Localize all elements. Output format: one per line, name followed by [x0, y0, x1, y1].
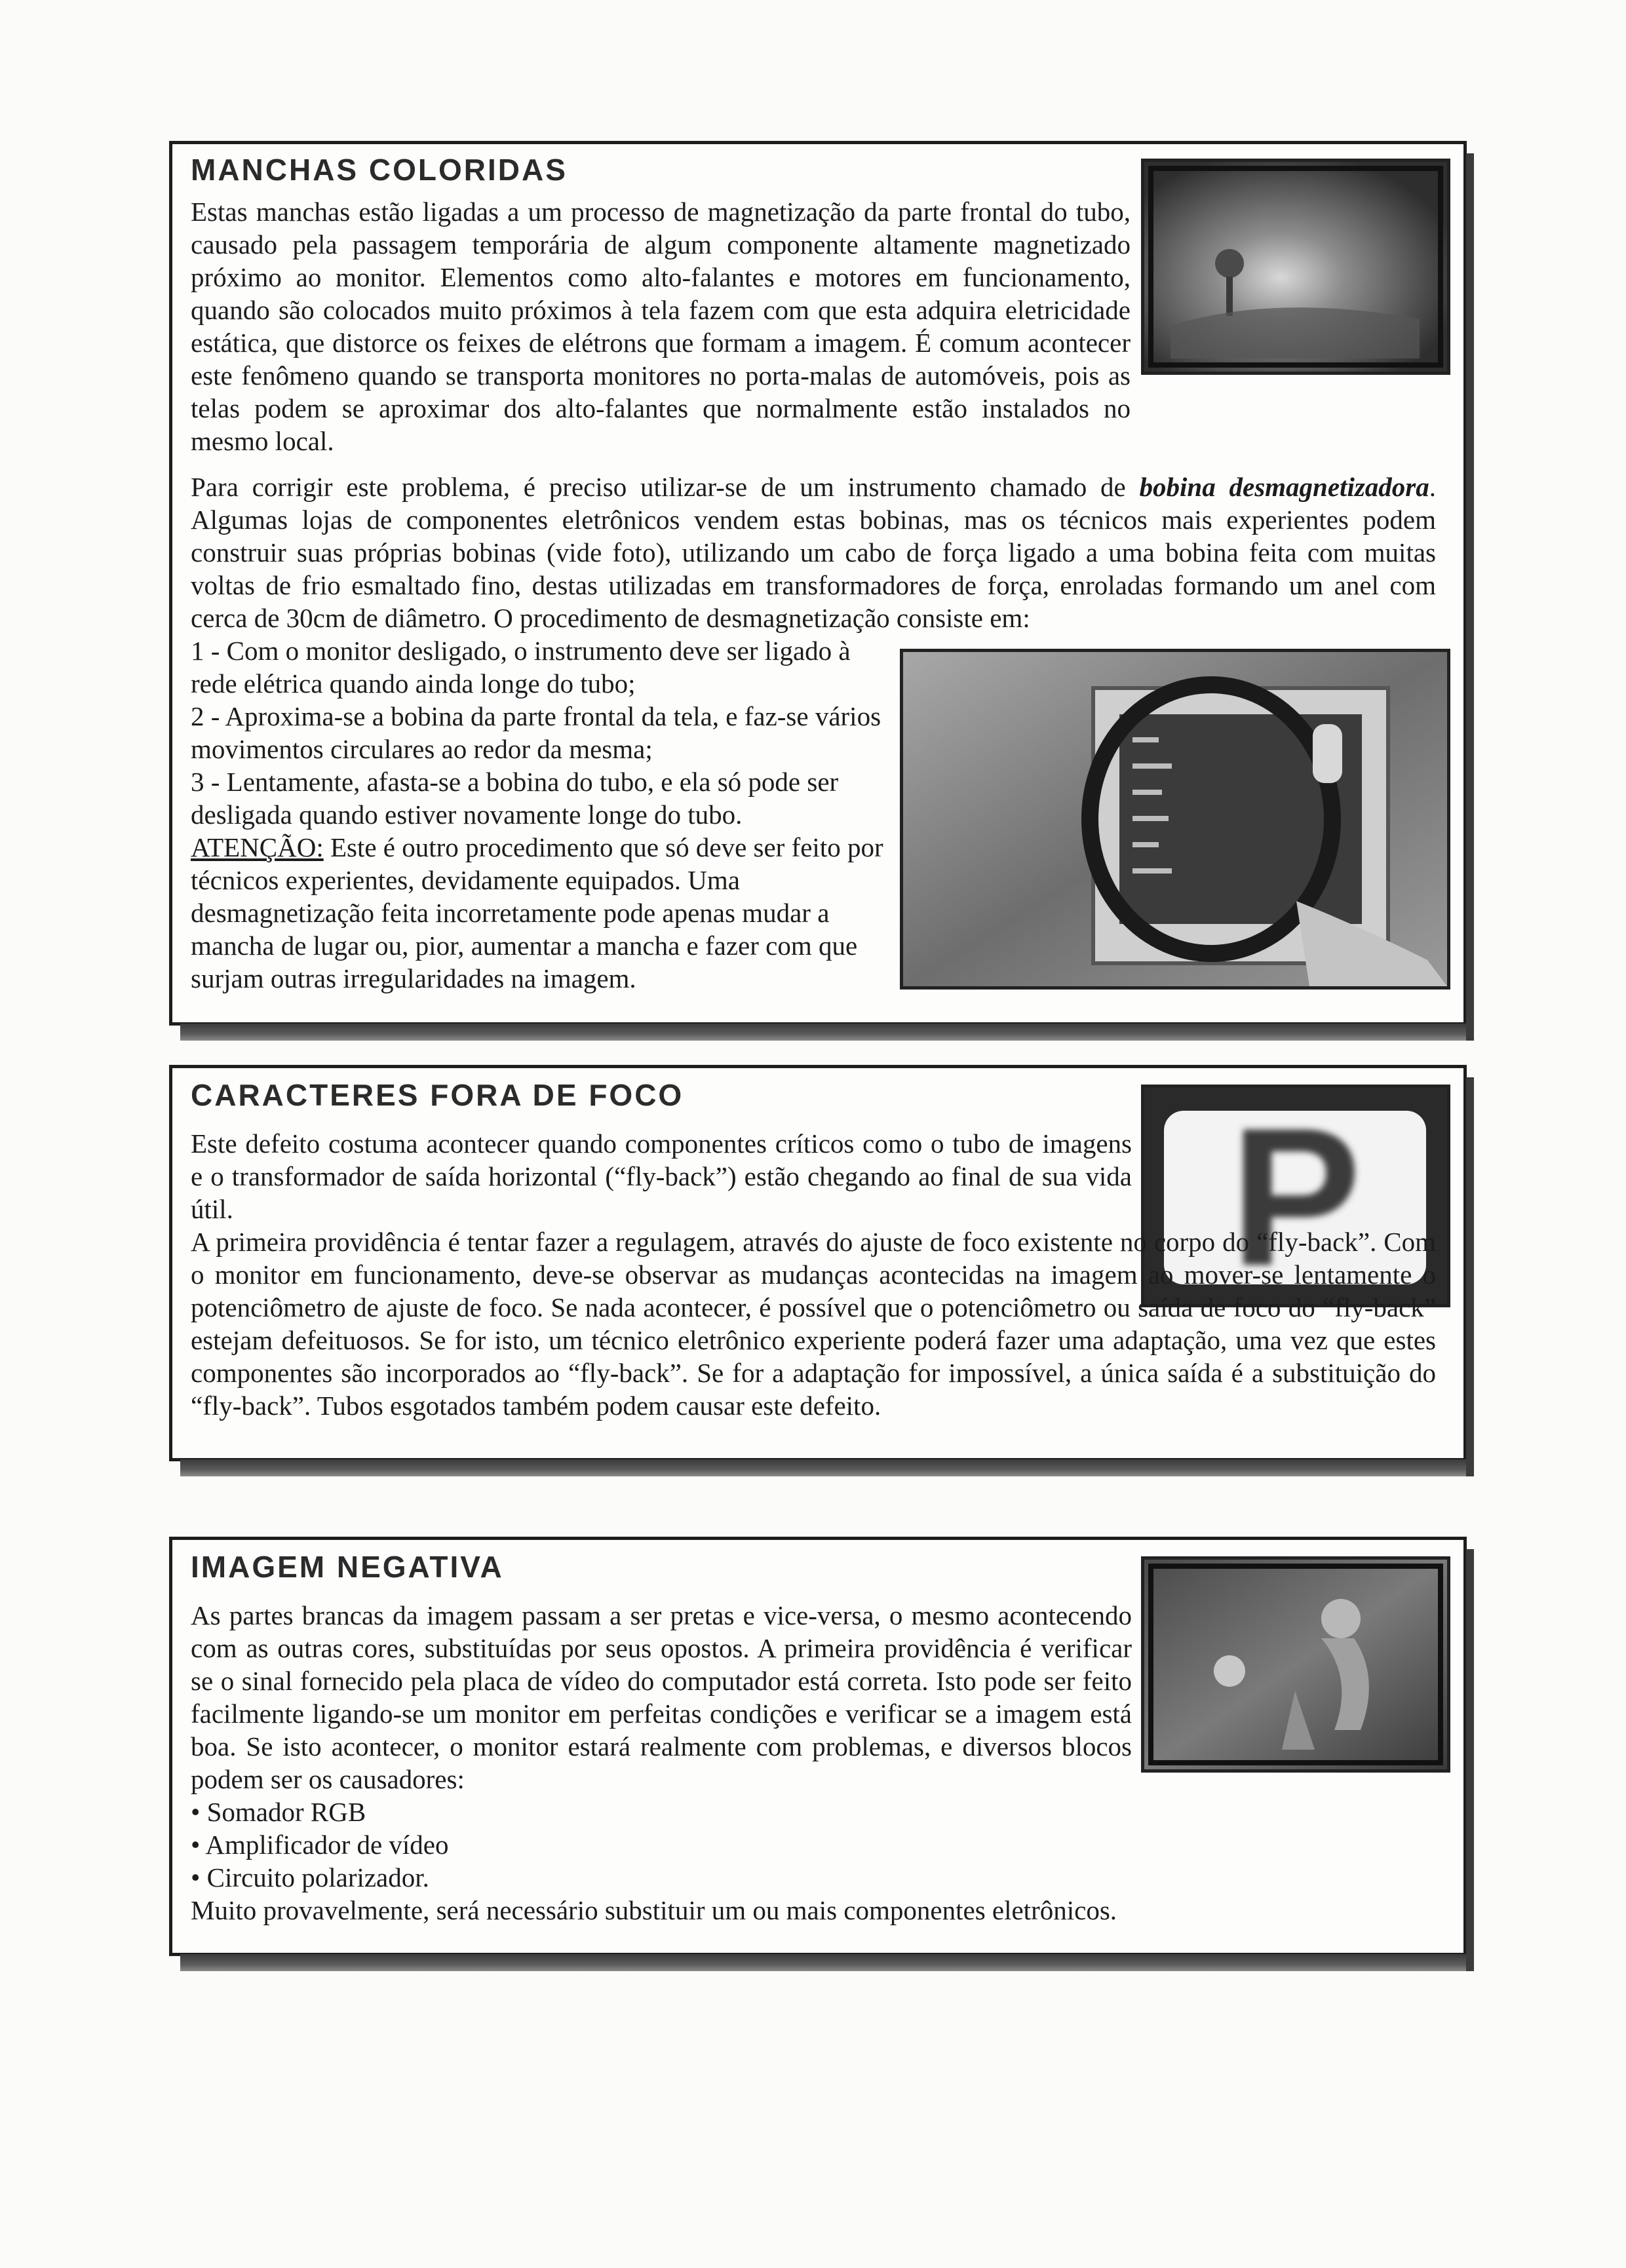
section-heading: MANCHAS COLORIDAS: [191, 153, 568, 187]
paragraph-correction-start: Para corrigir este problema, é preciso utilizar-se de um instrumento chamado de: [191, 472, 1140, 502]
warning-label: ATENÇÃO:: [191, 832, 324, 862]
warning-paragraph: [191, 831, 892, 995]
list-item: • Circuito polarizador.: [191, 1861, 1132, 1894]
warning-text: Este é outro procedimento que só deve ser feito por técnicos experientes, devidamente equipados. Uma desmagnetização feita incorretamente pode apenas mudar a mancha de lugar ou, pior, aumentar a mancha e fazer com que surjam outras irregularidades na imagem.: [191, 832, 883, 993]
photo-degaussing-coil-graphic: [903, 652, 1447, 986]
section-heading: CARACTERES FORA DE FOCO: [191, 1078, 684, 1112]
paragraph-correction-end: . Algumas lojas de componentes eletrônicos vendem estas bobinas, mas os técnicos mais experientes podem construir suas próprias bobinas (vide foto), utilizando um cabo de força ligado a uma bobina feita com muitas voltas de frio esmaltado fino, destas utilizadas em transformadores de força, enroladas formando um anel com cerca de 30cm de diâmetro. O procedimento de desmagnetização consiste em:: [191, 472, 1436, 633]
photo-negative-graphic: [1144, 1560, 1447, 1769]
step-1: 1 - Com o monitor desligado, o instrumento deve ser ligado à rede elétrica quando ainda longe do tubo;: [191, 636, 851, 699]
section-body: [191, 1127, 1132, 1225]
box-shadow-bottom: [180, 1459, 1473, 1476]
section-manchas-coloridas: [169, 141, 1467, 1026]
paragraph-intro: Este defeito costuma acontecer quando componentes críticos como o tubo de imagens e o transformador de saída horizontal (“fly-back”) estão chegando ao final de sua vida útil.: [191, 1128, 1132, 1224]
box-shadow-bottom: [180, 1024, 1473, 1041]
section-caracteres-fora-de-foco: [169, 1065, 1467, 1461]
photo-negative-image: [1141, 1556, 1450, 1773]
paragraph-correction: [191, 471, 1436, 634]
section-heading: IMAGEM NEGATIVA: [191, 1550, 504, 1584]
step-3: 3 - Lentamente, afasta-se a bobina do tubo, e ela só pode ser desligada quando estiver novamente longe do tubo.: [191, 767, 839, 830]
step-2: 2 - Aproxima-se a bobina da parte frontal da tela, e faz-se vários movimentos circulares ao redor da mesma;: [191, 701, 881, 764]
section-body: [191, 195, 1131, 457]
paragraph-adjustment: A primeira providência é tentar fazer a regulagem, através do ajuste de foco existente no corpo do “fly-back”. Com o monitor em funcionamento, deve-se observar as mudanças acontecidas na imagem ao mover-se lentamente o potenciômetro de ajuste de foco. Se nada acontecer, é possível que o potenciômetro ou saída de foco do “fly-back” estejam defeituosos. Se for isto, um técnico eletrônico experiente poderá fazer uma adaptação, uma vez que estes componentes são incorporados ao “fly-back”. Se for a adaptação for impossível, a única saída é a substituição do “fly-back”. Tubos esgotados também podem causar este defeito.: [191, 1227, 1436, 1421]
paragraph-closing: Muito provavelmente, será necessário substituir um ou mais componentes eletrônicos.: [191, 1895, 1117, 1925]
photo-color-stain-monitor: [1141, 159, 1450, 375]
box-shadow-right: [1466, 153, 1474, 1041]
paragraph-intro: Estas manchas estão ligadas a um processo de magnetização da parte frontal do tubo, causado pela passagem temporária de algum componente altamente magnetizado próximo ao monitor. Elementos como alto-falantes e motores em funcionamento, quando são colocados muito próximos à tela fazem com que esta adquira eletricidade estática, que distorce os feixes de elétrons que formam a imagem. É comum acontecer este fenômeno quando se transporta monitores no porta-malas de automóveis, pois as telas podem se aproximar dos alto-falantes que normalmente estão instalados no mesmo local.: [191, 197, 1131, 456]
box-shadow-right: [1466, 1077, 1474, 1476]
section-imagem-negativa: [169, 1537, 1467, 1956]
term-bobina: bobina desmagnetizadora: [1139, 472, 1429, 502]
photo-degaussing-coil: [900, 649, 1450, 990]
procedure-steps: [191, 634, 892, 995]
photo-color-stain-graphic: [1144, 162, 1447, 372]
causes-list: [191, 1796, 1132, 1894]
box-shadow-right: [1466, 1549, 1474, 1971]
section-body: [191, 1599, 1132, 1927]
paragraph-intro: As partes brancas da imagem passam a ser pretas e vice-versa, o mesmo acontecendo com as outras cores, substituídas por seus opostos. A primeira providência é verificar se o sinal fornecido pela placa de vídeo do computador está correta. Isto pode ser feito facilmente ligando-se um monitor em perfeitas condições e verificar se a imagem está boa. Se isto acontecer, o monitor estará realmente com problemas, e diversos blocos podem ser os causadores:: [191, 1600, 1132, 1794]
list-item: • Somador RGB: [191, 1796, 1132, 1828]
section-body-continued: [191, 471, 1436, 634]
list-item: • Amplificador de vídeo: [191, 1828, 1132, 1861]
box-shadow-bottom: [180, 1954, 1473, 1971]
blurred-letter: P: [1229, 1088, 1362, 1304]
section-body-continued: [191, 1225, 1436, 1422]
